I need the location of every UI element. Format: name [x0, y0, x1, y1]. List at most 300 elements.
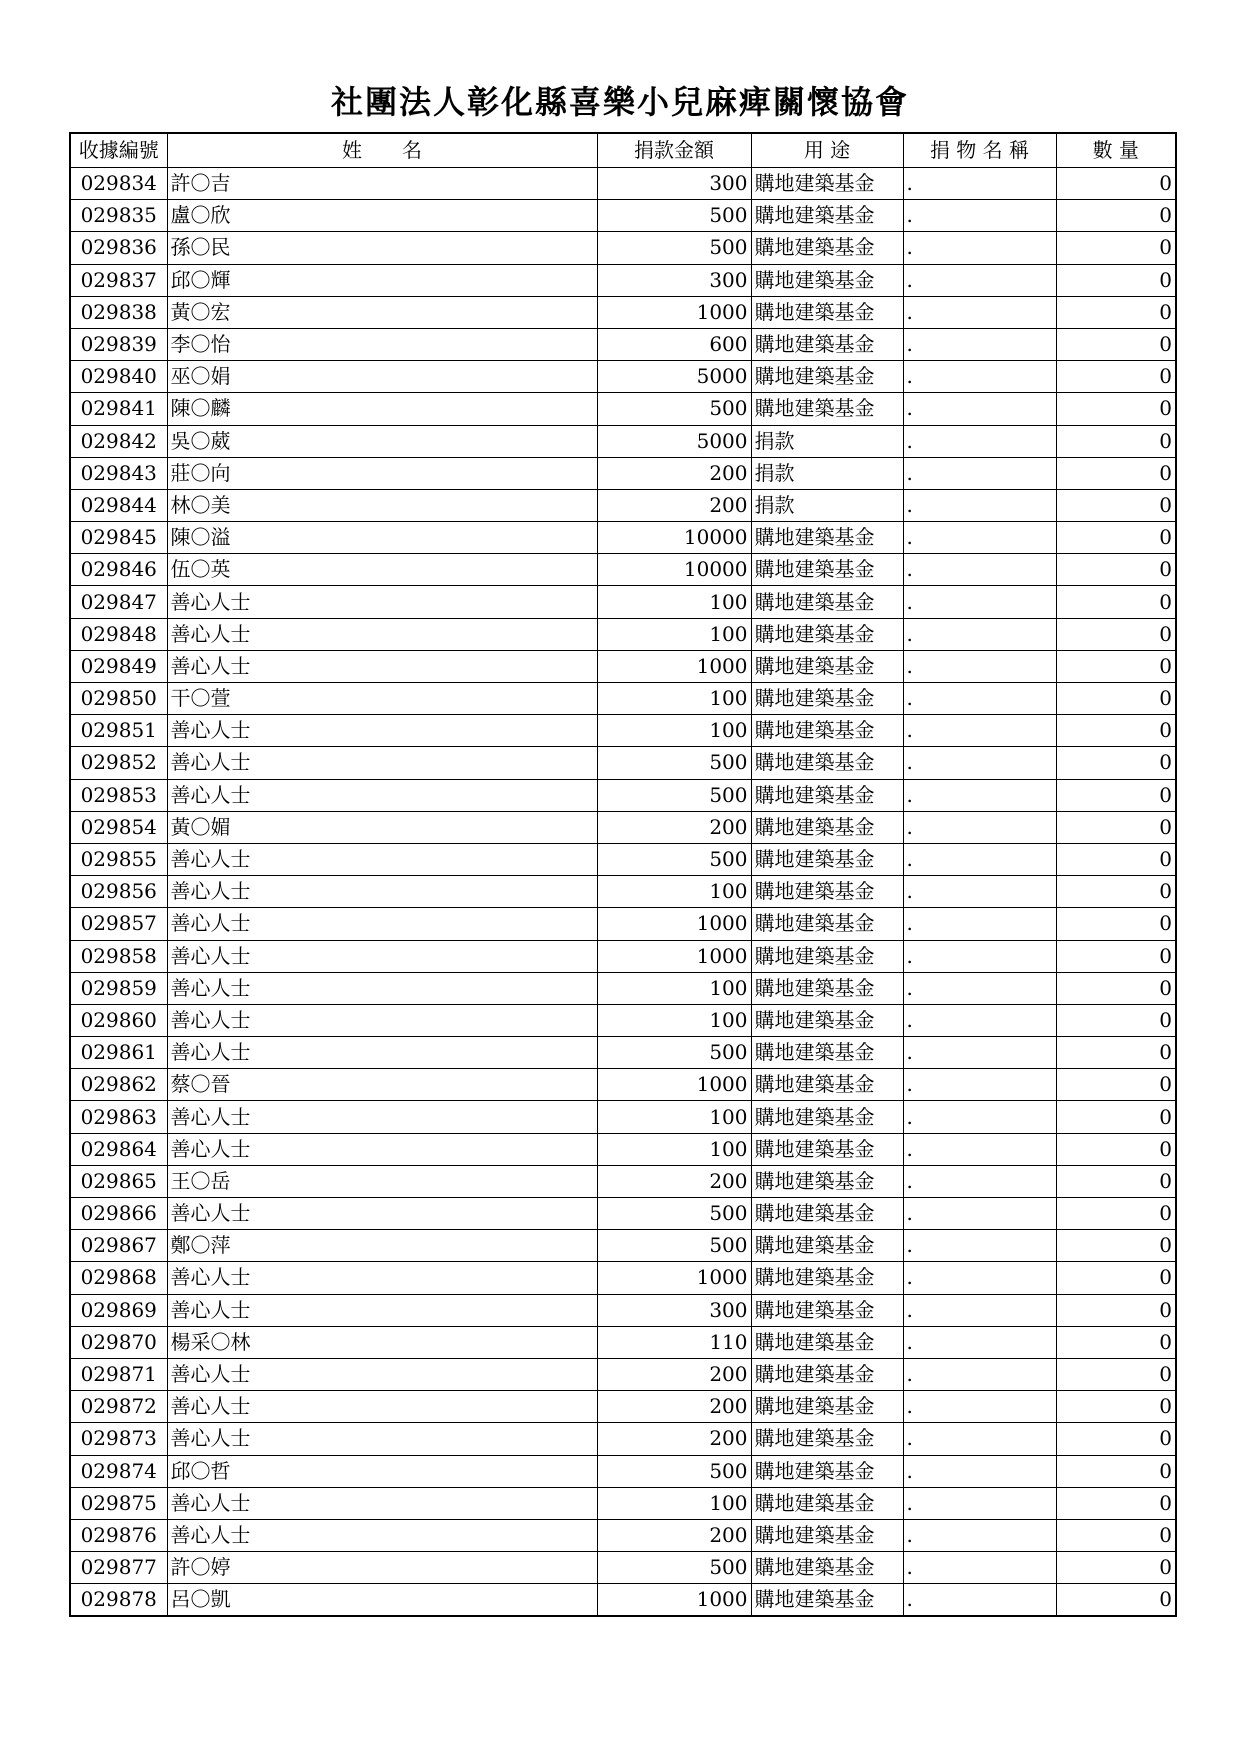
quantity-cell: 0 [1056, 1069, 1176, 1101]
quantity-cell: 0 [1056, 457, 1176, 489]
quantity-cell: 0 [1056, 1584, 1176, 1617]
receipt-no-cell: 029846 [70, 554, 167, 586]
quantity-cell: 0 [1056, 1519, 1176, 1551]
quantity-cell: 0 [1056, 1230, 1176, 1262]
amount-cell: 100 [597, 715, 751, 747]
table-row [70, 1519, 1176, 1551]
purpose-cell: 購地建築基金 [751, 522, 903, 554]
item-name-cell: . [903, 457, 1056, 489]
purpose-cell: 購地建築基金 [751, 683, 903, 715]
purpose-cell: 捐款 [751, 457, 903, 489]
purpose-cell: 購地建築基金 [751, 1230, 903, 1262]
amount-cell: 500 [597, 779, 751, 811]
quantity-cell: 0 [1056, 1004, 1176, 1036]
donor-name-cell: 陳〇溢 [167, 522, 597, 554]
quantity-cell: 0 [1056, 715, 1176, 747]
table-row [70, 972, 1176, 1004]
item-name-cell: . [903, 843, 1056, 875]
item-name-cell: . [903, 296, 1056, 328]
table-row [70, 779, 1176, 811]
table-row [70, 1294, 1176, 1326]
amount-cell: 100 [597, 683, 751, 715]
quantity-cell: 0 [1056, 200, 1176, 232]
item-name-cell: . [903, 1198, 1056, 1230]
donor-name-cell: 許〇吉 [167, 168, 597, 200]
quantity-cell: 0 [1056, 1326, 1176, 1358]
amount-cell: 100 [597, 618, 751, 650]
receipt-no-cell: 029849 [70, 650, 167, 682]
purpose-cell: 捐款 [751, 489, 903, 521]
item-name-cell: . [903, 232, 1056, 264]
item-name-cell: . [903, 1262, 1056, 1294]
table-row [70, 328, 1176, 360]
receipt-no-cell: 029845 [70, 522, 167, 554]
donor-name-cell: 善心人士 [167, 1423, 597, 1455]
item-name-cell: . [903, 425, 1056, 457]
purpose-cell: 購地建築基金 [751, 940, 903, 972]
quantity-cell: 0 [1056, 586, 1176, 618]
donor-name-cell: 善心人士 [167, 1262, 597, 1294]
item-name-cell: . [903, 1037, 1056, 1069]
table-row [70, 1069, 1176, 1101]
item-name-cell: . [903, 650, 1056, 682]
amount-cell: 300 [597, 264, 751, 296]
item-name-cell: . [903, 1584, 1056, 1617]
receipt-no-cell: 029852 [70, 747, 167, 779]
receipt-no-cell: 029834 [70, 168, 167, 200]
item-name-cell: . [903, 876, 1056, 908]
table-row [70, 1198, 1176, 1230]
donation-table [69, 132, 1177, 1617]
purpose-cell: 購地建築基金 [751, 747, 903, 779]
table-row [70, 425, 1176, 457]
amount-cell: 100 [597, 1101, 751, 1133]
table-row [70, 1552, 1176, 1584]
amount-cell: 300 [597, 168, 751, 200]
header-item-name: 捐 物 名 稱 [903, 133, 1056, 168]
purpose-cell: 購地建築基金 [751, 200, 903, 232]
donor-name-cell: 吳〇葳 [167, 425, 597, 457]
item-name-cell: . [903, 747, 1056, 779]
table-row [70, 1230, 1176, 1262]
receipt-no-cell: 029859 [70, 972, 167, 1004]
amount-cell: 5000 [597, 425, 751, 457]
donor-name-cell: 善心人士 [167, 1487, 597, 1519]
purpose-cell: 購地建築基金 [751, 1391, 903, 1423]
donor-name-cell: 楊采〇林 [167, 1326, 597, 1358]
donor-name-cell: 呂〇凱 [167, 1584, 597, 1617]
purpose-cell: 購地建築基金 [751, 1294, 903, 1326]
table-row [70, 811, 1176, 843]
receipt-no-cell: 029858 [70, 940, 167, 972]
receipt-no-cell: 029855 [70, 843, 167, 875]
donor-name-cell: 善心人士 [167, 779, 597, 811]
receipt-no-cell: 029872 [70, 1391, 167, 1423]
quantity-cell: 0 [1056, 940, 1176, 972]
item-name-cell: . [903, 1165, 1056, 1197]
receipt-no-cell: 029835 [70, 200, 167, 232]
amount-cell: 500 [597, 843, 751, 875]
amount-cell: 10000 [597, 554, 751, 586]
donor-name-cell: 善心人士 [167, 1358, 597, 1390]
purpose-cell: 購地建築基金 [751, 232, 903, 264]
purpose-cell: 購地建築基金 [751, 1519, 903, 1551]
item-name-cell: . [903, 393, 1056, 425]
amount-cell: 1000 [597, 940, 751, 972]
item-name-cell: . [903, 264, 1056, 296]
donor-name-cell: 善心人士 [167, 1101, 597, 1133]
quantity-cell: 0 [1056, 618, 1176, 650]
item-name-cell: . [903, 779, 1056, 811]
amount-cell: 200 [597, 1358, 751, 1390]
table-header-row [70, 133, 1176, 168]
table-row [70, 1004, 1176, 1036]
amount-cell: 5000 [597, 361, 751, 393]
quantity-cell: 0 [1056, 1487, 1176, 1519]
amount-cell: 100 [597, 1004, 751, 1036]
donor-name-cell: 善心人士 [167, 1133, 597, 1165]
quantity-cell: 0 [1056, 972, 1176, 1004]
amount-cell: 100 [597, 1487, 751, 1519]
donor-name-cell: 伍〇英 [167, 554, 597, 586]
purpose-cell: 購地建築基金 [751, 618, 903, 650]
donor-name-cell: 善心人士 [167, 843, 597, 875]
purpose-cell: 購地建築基金 [751, 1004, 903, 1036]
receipt-no-cell: 029871 [70, 1358, 167, 1390]
donor-name-cell: 善心人士 [167, 1198, 597, 1230]
donor-name-cell: 善心人士 [167, 876, 597, 908]
purpose-cell: 購地建築基金 [751, 1165, 903, 1197]
item-name-cell: . [903, 1519, 1056, 1551]
purpose-cell: 購地建築基金 [751, 586, 903, 618]
receipt-no-cell: 029844 [70, 489, 167, 521]
item-name-cell: . [903, 1004, 1056, 1036]
amount-cell: 500 [597, 232, 751, 264]
receipt-no-cell: 029837 [70, 264, 167, 296]
amount-cell: 1000 [597, 650, 751, 682]
receipt-no-cell: 029877 [70, 1552, 167, 1584]
receipt-no-cell: 029865 [70, 1165, 167, 1197]
quantity-cell: 0 [1056, 1101, 1176, 1133]
page-title: 社團法人彰化縣喜樂小兒麻痺關懷協會 [330, 83, 909, 121]
table-row [70, 1455, 1176, 1487]
table-row [70, 489, 1176, 521]
table-row [70, 1133, 1176, 1165]
purpose-cell: 購地建築基金 [751, 554, 903, 586]
purpose-cell: 購地建築基金 [751, 1487, 903, 1519]
quantity-cell: 0 [1056, 683, 1176, 715]
table-row [70, 1423, 1176, 1455]
amount-cell: 1000 [597, 1069, 751, 1101]
receipt-no-cell: 029848 [70, 618, 167, 650]
amount-cell: 200 [597, 1391, 751, 1423]
receipt-no-cell: 029839 [70, 328, 167, 360]
table-row [70, 1391, 1176, 1423]
amount-cell: 110 [597, 1326, 751, 1358]
quantity-cell: 0 [1056, 393, 1176, 425]
table-row [70, 200, 1176, 232]
table-row [70, 554, 1176, 586]
donor-name-cell: 陳〇麟 [167, 393, 597, 425]
donor-name-cell: 干〇萱 [167, 683, 597, 715]
amount-cell: 500 [597, 393, 751, 425]
item-name-cell: . [903, 1230, 1056, 1262]
receipt-no-cell: 029875 [70, 1487, 167, 1519]
quantity-cell: 0 [1056, 264, 1176, 296]
quantity-cell: 0 [1056, 489, 1176, 521]
purpose-cell: 購地建築基金 [751, 296, 903, 328]
receipt-no-cell: 029838 [70, 296, 167, 328]
table-row [70, 1262, 1176, 1294]
donor-name-cell: 善心人士 [167, 1391, 597, 1423]
item-name-cell: . [903, 811, 1056, 843]
header-receipt-no: 收據編號 [70, 133, 167, 168]
donor-name-cell: 許〇婷 [167, 1552, 597, 1584]
receipt-no-cell: 029870 [70, 1326, 167, 1358]
amount-cell: 500 [597, 1198, 751, 1230]
table-row [70, 715, 1176, 747]
donor-name-cell: 莊〇向 [167, 457, 597, 489]
amount-cell: 100 [597, 972, 751, 1004]
purpose-cell: 購地建築基金 [751, 328, 903, 360]
quantity-cell: 0 [1056, 650, 1176, 682]
item-name-cell: . [903, 1423, 1056, 1455]
receipt-no-cell: 029851 [70, 715, 167, 747]
item-name-cell: . [903, 1487, 1056, 1519]
table-row [70, 1358, 1176, 1390]
amount-cell: 500 [597, 747, 751, 779]
receipt-no-cell: 029854 [70, 811, 167, 843]
purpose-cell: 購地建築基金 [751, 168, 903, 200]
table-row [70, 1584, 1176, 1617]
purpose-cell: 購地建築基金 [751, 1423, 903, 1455]
item-name-cell: . [903, 683, 1056, 715]
table-row [70, 940, 1176, 972]
header-amount: 捐款金額 [597, 133, 751, 168]
quantity-cell: 0 [1056, 296, 1176, 328]
donor-name-cell: 善心人士 [167, 586, 597, 618]
donor-name-cell: 盧〇欣 [167, 200, 597, 232]
amount-cell: 200 [597, 457, 751, 489]
receipt-no-cell: 029863 [70, 1101, 167, 1133]
donor-name-cell: 鄭〇萍 [167, 1230, 597, 1262]
table-row [70, 876, 1176, 908]
amount-cell: 10000 [597, 522, 751, 554]
amount-cell: 200 [597, 811, 751, 843]
table-row [70, 522, 1176, 554]
amount-cell: 300 [597, 1294, 751, 1326]
table-row [70, 843, 1176, 875]
item-name-cell: . [903, 168, 1056, 200]
table-row [70, 168, 1176, 200]
amount-cell: 500 [597, 1230, 751, 1262]
quantity-cell: 0 [1056, 1037, 1176, 1069]
donor-name-cell: 善心人士 [167, 650, 597, 682]
amount-cell: 600 [597, 328, 751, 360]
table-body [70, 168, 1176, 1617]
amount-cell: 1000 [597, 908, 751, 940]
quantity-cell: 0 [1056, 425, 1176, 457]
receipt-no-cell: 029843 [70, 457, 167, 489]
amount-cell: 500 [597, 1455, 751, 1487]
quantity-cell: 0 [1056, 1165, 1176, 1197]
amount-cell: 200 [597, 1519, 751, 1551]
quantity-cell: 0 [1056, 811, 1176, 843]
quantity-cell: 0 [1056, 328, 1176, 360]
receipt-no-cell: 029853 [70, 779, 167, 811]
item-name-cell: . [903, 200, 1056, 232]
receipt-no-cell: 029840 [70, 361, 167, 393]
purpose-cell: 購地建築基金 [751, 264, 903, 296]
purpose-cell: 購地建築基金 [751, 1584, 903, 1617]
quantity-cell: 0 [1056, 554, 1176, 586]
donor-name-cell: 善心人士 [167, 747, 597, 779]
purpose-cell: 購地建築基金 [751, 779, 903, 811]
amount-cell: 100 [597, 1133, 751, 1165]
table-row [70, 1037, 1176, 1069]
amount-cell: 1000 [597, 1584, 751, 1617]
purpose-cell: 購地建築基金 [751, 1552, 903, 1584]
amount-cell: 500 [597, 1552, 751, 1584]
purpose-cell: 購地建築基金 [751, 1198, 903, 1230]
amount-cell: 200 [597, 489, 751, 521]
quantity-cell: 0 [1056, 843, 1176, 875]
purpose-cell: 購地建築基金 [751, 908, 903, 940]
receipt-no-cell: 029861 [70, 1037, 167, 1069]
table-row [70, 361, 1176, 393]
purpose-cell: 購地建築基金 [751, 1133, 903, 1165]
donor-name-cell: 黃〇宏 [167, 296, 597, 328]
item-name-cell: . [903, 618, 1056, 650]
table-row [70, 232, 1176, 264]
table-row [70, 747, 1176, 779]
receipt-no-cell: 029867 [70, 1230, 167, 1262]
item-name-cell: . [903, 1552, 1056, 1584]
donor-name-cell: 善心人士 [167, 972, 597, 1004]
purpose-cell: 購地建築基金 [751, 811, 903, 843]
donor-name-cell: 善心人士 [167, 1004, 597, 1036]
purpose-cell: 購地建築基金 [751, 843, 903, 875]
item-name-cell: . [903, 361, 1056, 393]
quantity-cell: 0 [1056, 232, 1176, 264]
quantity-cell: 0 [1056, 522, 1176, 554]
purpose-cell: 購地建築基金 [751, 715, 903, 747]
amount-cell: 500 [597, 200, 751, 232]
quantity-cell: 0 [1056, 1294, 1176, 1326]
purpose-cell: 購地建築基金 [751, 1455, 903, 1487]
donor-name-cell: 善心人士 [167, 1294, 597, 1326]
table-row [70, 1487, 1176, 1519]
purpose-cell: 購地建築基金 [751, 1262, 903, 1294]
receipt-no-cell: 029869 [70, 1294, 167, 1326]
table-row [70, 908, 1176, 940]
amount-cell: 500 [597, 1037, 751, 1069]
amount-cell: 100 [597, 586, 751, 618]
purpose-cell: 購地建築基金 [751, 1358, 903, 1390]
item-name-cell: . [903, 1133, 1056, 1165]
donor-name-cell: 邱〇輝 [167, 264, 597, 296]
purpose-cell: 購地建築基金 [751, 650, 903, 682]
amount-cell: 200 [597, 1165, 751, 1197]
donor-name-cell: 邱〇哲 [167, 1455, 597, 1487]
table-row [70, 618, 1176, 650]
table-row [70, 586, 1176, 618]
quantity-cell: 0 [1056, 1262, 1176, 1294]
receipt-no-cell: 029876 [70, 1519, 167, 1551]
item-name-cell: . [903, 1069, 1056, 1101]
item-name-cell: . [903, 940, 1056, 972]
purpose-cell: 購地建築基金 [751, 972, 903, 1004]
receipt-no-cell: 029878 [70, 1584, 167, 1617]
quantity-cell: 0 [1056, 1455, 1176, 1487]
quantity-cell: 0 [1056, 1423, 1176, 1455]
receipt-no-cell: 029874 [70, 1455, 167, 1487]
purpose-cell: 購地建築基金 [751, 393, 903, 425]
donor-name-cell: 善心人士 [167, 1519, 597, 1551]
amount-cell: 1000 [597, 1262, 751, 1294]
table-row [70, 683, 1176, 715]
amount-cell: 100 [597, 876, 751, 908]
item-name-cell: . [903, 1101, 1056, 1133]
table-row [70, 264, 1176, 296]
amount-cell: 1000 [597, 296, 751, 328]
receipt-no-cell: 029847 [70, 586, 167, 618]
purpose-cell: 購地建築基金 [751, 876, 903, 908]
item-name-cell: . [903, 908, 1056, 940]
quantity-cell: 0 [1056, 1552, 1176, 1584]
table-row [70, 296, 1176, 328]
donor-name-cell: 孫〇民 [167, 232, 597, 264]
donor-name-cell: 善心人士 [167, 908, 597, 940]
header-name: 姓 名 [167, 133, 597, 168]
quantity-cell: 0 [1056, 1358, 1176, 1390]
receipt-no-cell: 029836 [70, 232, 167, 264]
receipt-no-cell: 029864 [70, 1133, 167, 1165]
table-row [70, 650, 1176, 682]
quantity-cell: 0 [1056, 1133, 1176, 1165]
receipt-no-cell: 029868 [70, 1262, 167, 1294]
table-row [70, 393, 1176, 425]
receipt-no-cell: 029856 [70, 876, 167, 908]
table-row [70, 1165, 1176, 1197]
receipt-no-cell: 029850 [70, 683, 167, 715]
purpose-cell: 購地建築基金 [751, 1037, 903, 1069]
item-name-cell: . [903, 328, 1056, 360]
purpose-cell: 購地建築基金 [751, 1101, 903, 1133]
donor-name-cell: 巫〇娟 [167, 361, 597, 393]
quantity-cell: 0 [1056, 876, 1176, 908]
item-name-cell: . [903, 522, 1056, 554]
receipt-no-cell: 029866 [70, 1198, 167, 1230]
item-name-cell: . [903, 1294, 1056, 1326]
item-name-cell: . [903, 1391, 1056, 1423]
receipt-no-cell: 029841 [70, 393, 167, 425]
receipt-no-cell: 029873 [70, 1423, 167, 1455]
item-name-cell: . [903, 554, 1056, 586]
donor-name-cell: 王〇岳 [167, 1165, 597, 1197]
item-name-cell: . [903, 972, 1056, 1004]
donor-name-cell: 林〇美 [167, 489, 597, 521]
item-name-cell: . [903, 586, 1056, 618]
table-row [70, 1101, 1176, 1133]
donor-name-cell: 李〇怡 [167, 328, 597, 360]
donor-name-cell: 蔡〇晉 [167, 1069, 597, 1101]
quantity-cell: 0 [1056, 779, 1176, 811]
item-name-cell: . [903, 715, 1056, 747]
quantity-cell: 0 [1056, 908, 1176, 940]
purpose-cell: 購地建築基金 [751, 1069, 903, 1101]
item-name-cell: . [903, 1455, 1056, 1487]
